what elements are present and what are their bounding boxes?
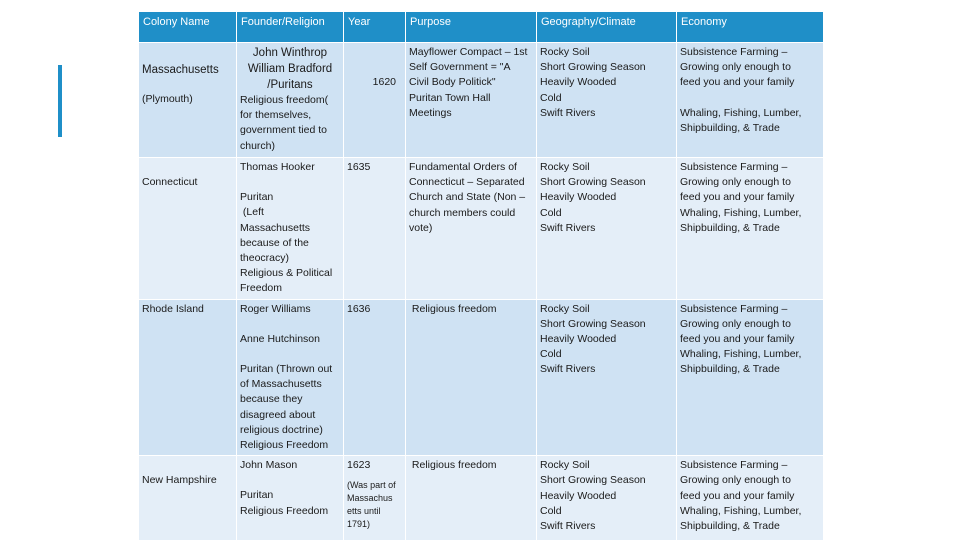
- founder-line: (Left: [240, 206, 264, 219]
- geography-line: Swift Rivers: [540, 106, 596, 119]
- economy-line: Subsistence Farming –: [680, 161, 788, 173]
- founder-cell: [237, 456, 344, 541]
- colony-cell: [139, 456, 237, 541]
- founder-cell: [237, 158, 344, 300]
- economy-cell: [677, 158, 824, 300]
- founder-line: Thomas Hooker: [240, 161, 315, 173]
- colony-cell: [139, 299, 237, 456]
- economy-line: feed you and your family: [680, 76, 795, 89]
- colony-name: Massachusetts: [142, 64, 219, 76]
- purpose-line: Fundamental Orders of: [409, 161, 517, 173]
- geography-line: Cold: [540, 91, 562, 104]
- table-row: [139, 456, 824, 541]
- purpose-line: Religious freedom: [409, 302, 497, 315]
- year-cell: [344, 299, 406, 456]
- geography-line: Cold: [540, 206, 562, 219]
- colonies-table: [138, 11, 824, 541]
- economy-line: Whaling, Fishing, Lumber,: [680, 504, 802, 517]
- founder-line: Roger Williams: [240, 302, 311, 315]
- founder-line: because of the: [240, 236, 309, 249]
- economy-line: Whaling, Fishing, Lumber,: [680, 106, 802, 119]
- founder-line: Religious Freedom: [240, 439, 329, 452]
- economy-line: Growing only enough to: [680, 61, 791, 74]
- purpose-line: Civil Body Politick": [409, 76, 496, 89]
- geography-line: Rocky Soil: [540, 302, 590, 315]
- geography-line: Swift Rivers: [540, 363, 596, 376]
- founder-line: Religious Freedom: [240, 504, 329, 517]
- year-note-line: Massachus: [347, 493, 393, 504]
- economy-line: feed you and your family: [680, 489, 795, 502]
- year-value: 1623: [347, 459, 371, 472]
- purpose-cell: [406, 43, 537, 158]
- purpose-line: Self Government = "A: [409, 61, 511, 74]
- founder-cell: [237, 43, 344, 158]
- header-geography-climate: Geography/Climate: [537, 12, 677, 43]
- economy-line: Growing only enough to: [680, 176, 791, 189]
- purpose-cell: [406, 456, 537, 541]
- purpose-line: church members could: [409, 206, 516, 219]
- founder-line: Freedom: [240, 282, 283, 295]
- founder-cell: [237, 299, 344, 456]
- purpose-cell: [406, 158, 537, 300]
- founder-line: John Winthrop: [252, 47, 328, 59]
- colony-cell: [139, 158, 237, 300]
- economy-cell: [677, 456, 824, 541]
- economy-line: Subsistence Farming –: [680, 46, 788, 58]
- geography-line: Cold: [540, 504, 562, 517]
- year-note-line: (Was part of: [347, 480, 396, 491]
- economy-line: Shipbuilding, & Trade: [680, 363, 780, 376]
- colony-name: Connecticut: [142, 176, 198, 188]
- header-founder-religion: Founder/Religion: [237, 12, 344, 43]
- founder-line: church): [240, 139, 276, 152]
- founder-line: Puritan: [240, 489, 274, 502]
- economy-line: feed you and your family: [680, 191, 795, 204]
- founder-line: Massachusetts: [240, 221, 311, 234]
- table-header-row: [139, 12, 824, 43]
- geography-line: Short Growing Season: [540, 474, 646, 487]
- year-cell: [344, 158, 406, 300]
- founder-line: Puritan (Thrown out: [240, 363, 333, 376]
- year-note-line: 1791): [347, 519, 371, 530]
- geography-line: Heavily Wooded: [540, 489, 617, 502]
- founder-line: Religious & Political: [240, 267, 333, 280]
- table-row: [139, 43, 824, 158]
- purpose-line: Church and State (Non –: [409, 191, 526, 204]
- geography-cell: [537, 158, 677, 300]
- year-value: 1635: [347, 161, 371, 173]
- accent-bar: [58, 65, 62, 137]
- geography-line: Swift Rivers: [540, 520, 596, 533]
- geography-line: Swift Rivers: [540, 221, 596, 234]
- economy-line: Subsistence Farming –: [680, 302, 788, 315]
- geography-line: Cold: [540, 348, 562, 361]
- geography-cell: [537, 299, 677, 456]
- colony-name: Rhode Island: [142, 302, 204, 315]
- economy-line: Shipbuilding, & Trade: [680, 520, 780, 533]
- geography-line: Short Growing Season: [540, 176, 646, 189]
- founder-line: Religious freedom(: [240, 94, 329, 106]
- economy-cell: [677, 299, 824, 456]
- year-cell: [344, 456, 406, 541]
- year-cell: [344, 43, 406, 158]
- founder-line: /Puritans: [267, 79, 313, 91]
- founder-line: Puritan: [240, 191, 274, 204]
- geography-cell: [537, 456, 677, 541]
- purpose-line: Meetings: [409, 106, 452, 119]
- geography-cell: [537, 43, 677, 158]
- purpose-line: Connecticut – Separated: [409, 176, 525, 189]
- purpose-line: Puritan Town Hall: [409, 91, 491, 104]
- geography-line: Heavily Wooded: [540, 76, 617, 89]
- economy-cell: [677, 43, 824, 158]
- geography-line: Short Growing Season: [540, 61, 646, 74]
- header-purpose: Purpose: [406, 12, 537, 43]
- economy-line: Shipbuilding, & Trade: [680, 121, 780, 134]
- founder-line: theocracy): [240, 252, 290, 265]
- header-economy: Economy: [677, 12, 824, 43]
- founder-line: of Massachusetts: [240, 378, 322, 391]
- purpose-cell: [406, 299, 537, 456]
- founder-line: religious doctrine): [240, 423, 323, 436]
- founder-line: government tied to: [240, 124, 327, 137]
- geography-line: Heavily Wooded: [540, 333, 617, 346]
- header-year: Year: [344, 12, 406, 43]
- purpose-line: vote): [409, 221, 433, 234]
- year-value: 1636: [347, 302, 371, 315]
- economy-line: feed you and your family: [680, 333, 795, 346]
- colony-name: New Hampshire: [142, 474, 217, 487]
- economy-line: Subsistence Farming –: [680, 459, 788, 472]
- founder-line: because they: [240, 393, 303, 406]
- economy-line: Growing only enough to: [680, 317, 791, 330]
- geography-line: Heavily Wooded: [540, 191, 617, 204]
- economy-line: Shipbuilding, & Trade: [680, 221, 780, 234]
- geography-line: Short Growing Season: [540, 317, 646, 330]
- header-colony-name: Colony Name: [139, 12, 237, 43]
- economy-line: Whaling, Fishing, Lumber,: [680, 348, 802, 361]
- year-value: 1620: [372, 76, 396, 88]
- geography-line: Rocky Soil: [540, 46, 590, 58]
- founder-line: Anne Hutchinson: [240, 332, 320, 345]
- year-note-line: etts until: [347, 506, 381, 517]
- founder-line: William Bradford: [247, 63, 333, 75]
- purpose-line: Religious freedom: [409, 459, 497, 472]
- geography-line: Rocky Soil: [540, 459, 590, 472]
- purpose-line: Mayflower Compact – 1st: [409, 46, 528, 58]
- colony-subname: (Plymouth): [142, 93, 193, 105]
- table-row: [139, 299, 824, 456]
- founder-line: disagreed about: [240, 408, 316, 421]
- geography-line: Rocky Soil: [540, 161, 590, 173]
- founder-line: John Mason: [240, 459, 298, 472]
- founder-line: for themselves,: [240, 109, 312, 122]
- economy-line: Growing only enough to: [680, 474, 791, 487]
- table-row: [139, 158, 824, 300]
- colony-cell: [139, 43, 237, 158]
- economy-line: Whaling, Fishing, Lumber,: [680, 206, 802, 219]
